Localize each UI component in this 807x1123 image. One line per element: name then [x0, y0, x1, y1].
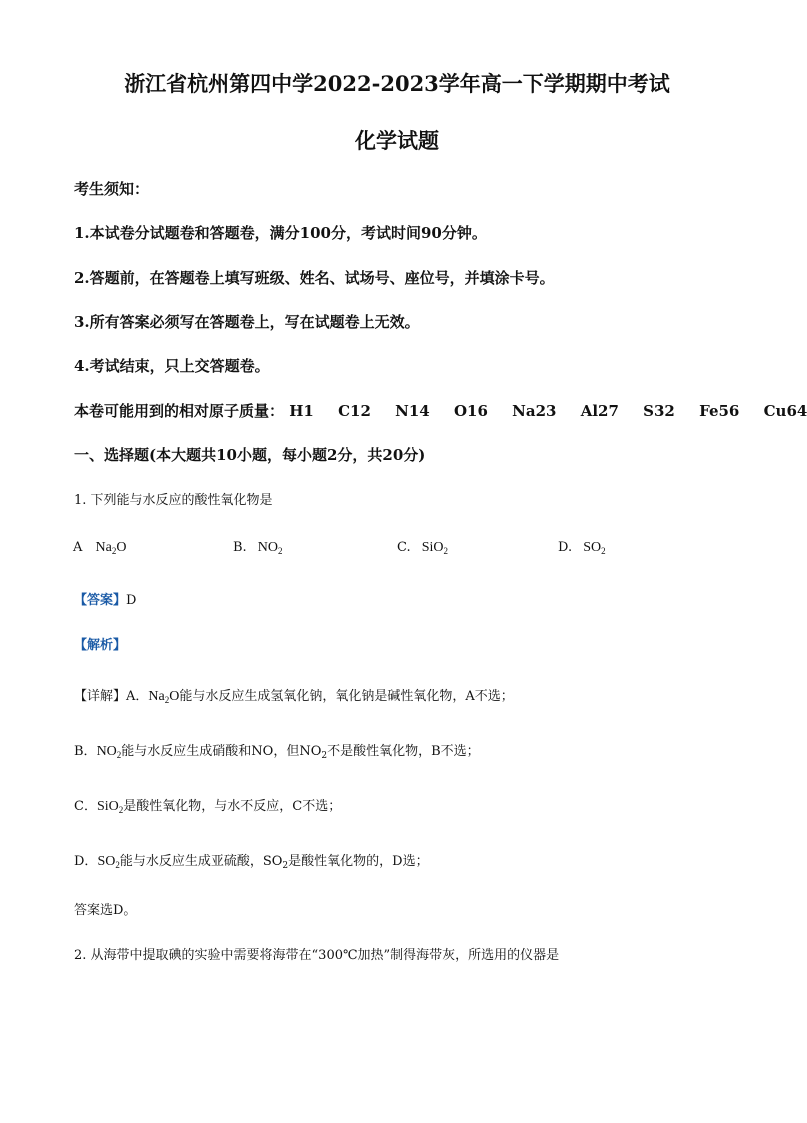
- option-a-letter: A: [73, 540, 83, 555]
- option-b-formula: $NO_2$: [257, 540, 283, 556]
- atomic-masses-line: [74, 400, 807, 421]
- answer-line: [74, 589, 136, 608]
- option-b-letter: B.: [233, 540, 247, 555]
- detail-d-formula: $SO_2$: [97, 854, 120, 870]
- atomic-mass-al: Al27: [580, 402, 619, 420]
- section-title: 一、选择题(本大题共10小题，每小题2分，共20分): [74, 446, 426, 464]
- option-d-formula: $SO_2$: [583, 540, 606, 556]
- notice-item-3: 3.所有答案必须写在答题卷上，写在试题卷上无效。: [74, 313, 420, 331]
- detail-b-line: B．$NO_2$能与水反应生成硝酸和NO，但$NO_2$不是酸性氧化物，B不选；: [74, 744, 480, 761]
- atomic-mass-o: O16: [453, 402, 488, 420]
- notice-item-4: 4.考试结束，只上交答题卷。: [74, 357, 270, 375]
- question-1-option-a: [73, 536, 126, 556]
- option-c-formula: SiO$_2$: [421, 540, 449, 556]
- exam-title: 浙江省杭州第四中学2022-2023学年高一下学期期中考试: [124, 71, 670, 96]
- question-2-stem: 2. 从海带中提取碘的实验中需要将海带在“300℃加热”制得海带灰，所选用的仪器是: [74, 948, 560, 963]
- option-a-formula: $Na_2O$: [95, 540, 127, 556]
- atomic-mass-h: H1: [289, 402, 314, 420]
- atomic-mass-c: C12: [338, 402, 371, 420]
- question-1-option-b: [233, 536, 283, 556]
- question-1-option-d: [558, 536, 606, 556]
- detail-d-line: D．$SO_2$能与水反应生成亚硫酸，$SO_2$是酸性氧化物的，D选；: [74, 854, 429, 871]
- answer-tag: 【答案】: [74, 593, 127, 608]
- question-1-option-c: [397, 536, 448, 556]
- notice-item-2: 2.答题前，在答题卷上填写班级、姓名、试场号、座位号，并填涂卡号。: [74, 269, 555, 287]
- atomic-mass-cu: Cu64: [763, 402, 807, 420]
- option-c-letter: C.: [397, 540, 411, 555]
- atomic-mass-n: N14: [395, 402, 430, 420]
- detail-b-formula: $NO_2$: [96, 744, 122, 760]
- atomic-mass-fe: Fe56: [699, 402, 740, 420]
- detail-c-line: C．SiO$_2$是酸性氧化物，与水不反应，C不选；: [74, 799, 342, 815]
- atomic-masses-label: 本卷可能用到的相对原子质量：: [74, 402, 285, 420]
- option-d-letter: D.: [558, 540, 573, 555]
- analysis-tag: 【解析】: [74, 638, 127, 653]
- exam-subtitle: 化学试题: [355, 128, 439, 153]
- atomic-mass-s: S32: [643, 402, 675, 420]
- detail-a-line: 【详解】A．$Na_2O$能与水反应生成氢氧化钠，氧化钠是碱性氧化物，A不选；: [74, 689, 514, 705]
- detail-c-formula: SiO$_2$: [96, 799, 124, 815]
- analysis-line: [74, 634, 126, 653]
- question-1-stem: 1. 下列能与水反应的酸性氧化物是: [74, 493, 273, 508]
- notice-item-1: 1.本试卷分试题卷和答题卷，满分100分，考试时间90分钟。: [74, 224, 487, 242]
- detail-tag: 【详解】: [74, 689, 127, 704]
- atomic-mass-na: Na23: [512, 402, 557, 420]
- notice-heading: 考生须知：: [74, 180, 150, 198]
- answer-value: D: [126, 593, 137, 608]
- conclusion-line: 答案选D。: [74, 903, 137, 918]
- detail-a-formula: $Na_2O$: [148, 689, 180, 705]
